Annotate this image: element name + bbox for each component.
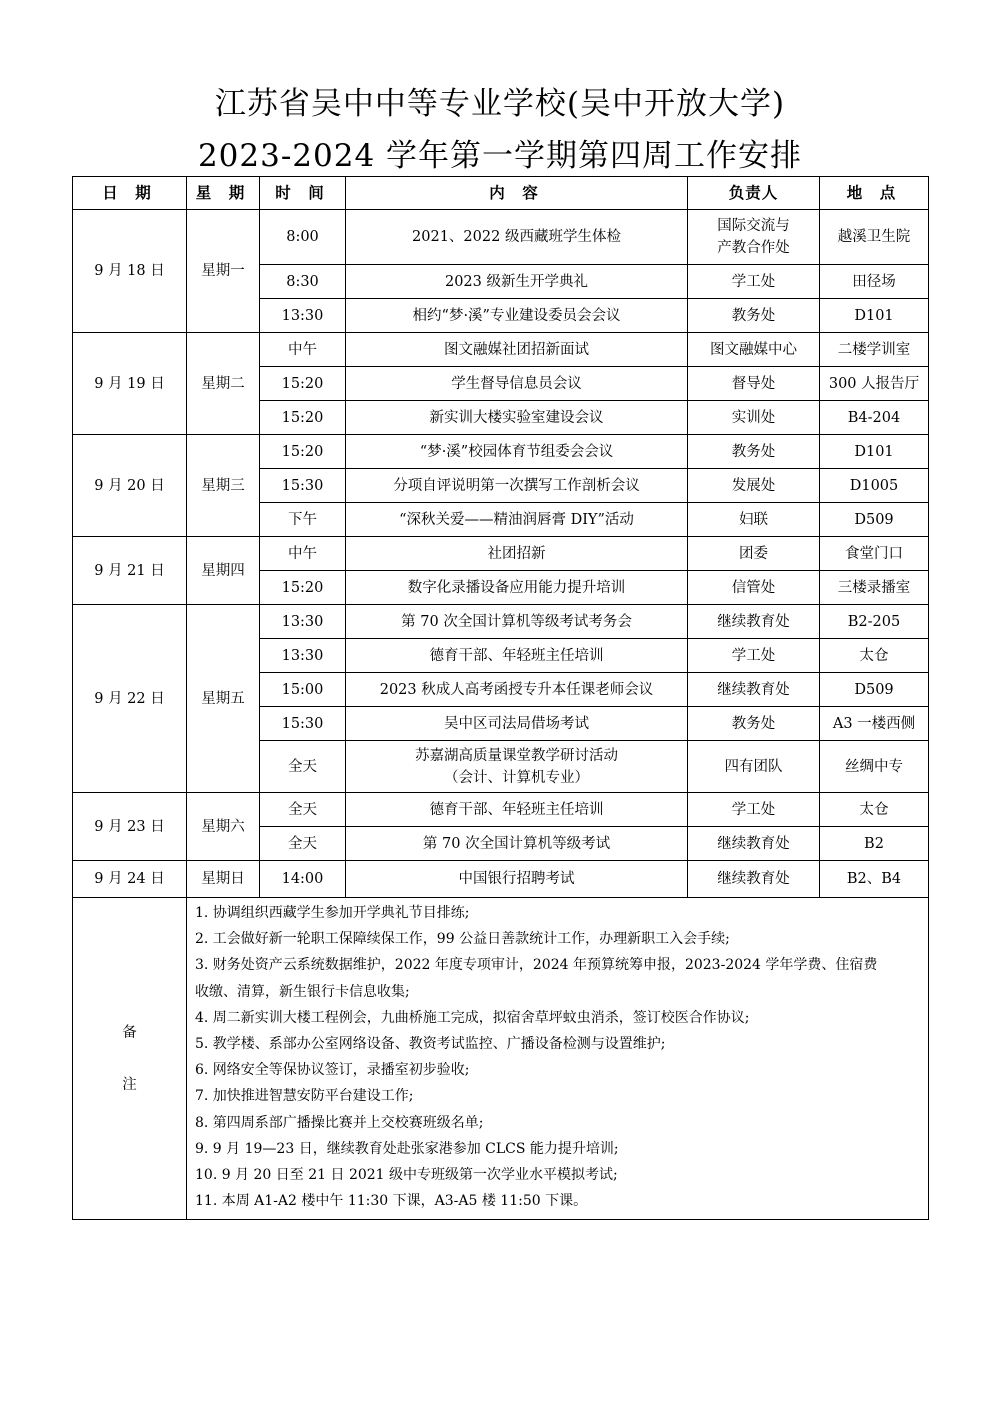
- note-item: 4. 周二新实训大楼工程例会，九曲桥施工完成，拟宿舍草坪蚊虫消杀，签订校医合作协议;: [195, 1009, 750, 1026]
- time-cell: 全天: [260, 741, 346, 793]
- notes-cell: [187, 898, 929, 1220]
- note-item: 1. 协调组织西藏学生参加开学典礼节目排练;: [195, 905, 470, 921]
- note-item: 7. 加快推进智慧安防平台建设工作;: [195, 1088, 414, 1105]
- owner-cell: 四有团队: [688, 741, 820, 793]
- owner-cell: 学工处: [688, 793, 820, 827]
- weekday-cell: 星期二: [187, 333, 260, 435]
- content-cell: 2021、2022 级西藏班学生体检: [346, 210, 688, 265]
- time-cell: 14:00: [260, 861, 346, 898]
- owner-cell: 督导处: [688, 367, 820, 401]
- location-cell: D509: [820, 673, 929, 707]
- time-cell: 13:30: [260, 605, 346, 639]
- location-cell: D509: [820, 503, 929, 537]
- note-item: 10. 9 月 20 日至 21 日 2021 级中专班级第一次学业水平模拟考试;: [195, 1167, 618, 1184]
- table-row: [73, 333, 929, 367]
- owner-cell: 信管处: [688, 571, 820, 605]
- location-cell: A3 一楼西侧: [820, 707, 929, 741]
- table-row: [73, 861, 929, 898]
- owner-cell: 教务处: [688, 299, 820, 333]
- header-content: 内 容: [346, 177, 688, 210]
- content-cell: 2023 级新生开学典礼: [346, 265, 688, 299]
- date-cell: 9 月 24 日: [73, 861, 187, 898]
- weekday-cell: 星期日: [187, 861, 260, 898]
- content-cell: 社团招新: [346, 537, 688, 571]
- table-row: [73, 210, 929, 265]
- content-cell: “梦·溪”校园体育节组委会会议: [346, 435, 688, 469]
- owner-cell: 实训处: [688, 401, 820, 435]
- content-cell: “深秋关爱——精油润唇膏 DIY”活动: [346, 503, 688, 537]
- weekday-cell: 星期五: [187, 605, 260, 793]
- content-cell: [346, 741, 688, 793]
- time-cell: 15:30: [260, 469, 346, 503]
- content-cell: 相约“梦·溪”专业建设委员会会议: [346, 299, 688, 333]
- location-cell: D101: [820, 435, 929, 469]
- owner-cell: [688, 210, 820, 265]
- schedule-table: [72, 176, 929, 1220]
- table-row: [73, 793, 929, 827]
- content-cell: 分项自评说明第一次撰写工作剖析会议: [346, 469, 688, 503]
- location-cell: 丝绸中专: [820, 741, 929, 793]
- location-cell: 越溪卫生院: [820, 210, 929, 265]
- content-cell: 吴中区司法局借场考试: [346, 707, 688, 741]
- time-cell: 15:20: [260, 401, 346, 435]
- location-cell: B2-205: [820, 605, 929, 639]
- content-cell: 数字化录播设备应用能力提升培训: [346, 571, 688, 605]
- owner-cell: 教务处: [688, 707, 820, 741]
- time-cell: 15:30: [260, 707, 346, 741]
- document-subtitle: 2023-2024 学年第一学期第四周工作安排: [197, 138, 803, 174]
- location-cell: B4-204: [820, 401, 929, 435]
- time-cell: 8:30: [260, 265, 346, 299]
- content-cell: 德育干部、年轻班主任培训: [346, 793, 688, 827]
- owner-cell: 继续教育处: [688, 861, 820, 898]
- time-cell: 下午: [260, 503, 346, 537]
- table-row: [73, 435, 929, 469]
- time-cell: 15:20: [260, 571, 346, 605]
- date-cell: 9 月 18 日: [73, 210, 187, 333]
- time-cell: 15:20: [260, 367, 346, 401]
- time-cell: 中午: [260, 333, 346, 367]
- note-item: 收缴、清算，新生银行卡信息收集;: [195, 983, 410, 1000]
- owner-cell: 继续教育处: [688, 673, 820, 707]
- date-cell: 9 月 20 日: [73, 435, 187, 537]
- header-date: 日 期: [73, 177, 187, 210]
- location-cell: 二楼学训室: [820, 333, 929, 367]
- location-cell: 三楼录播室: [820, 571, 929, 605]
- owner-line: 国际交流与: [717, 218, 790, 234]
- owner-cell: 图文融媒中心: [688, 333, 820, 367]
- time-cell: 中午: [260, 537, 346, 571]
- note-item: 9. 9 月 19—23 日，继续教育处赴张家港参加 CLCS 能力提升培训;: [195, 1140, 619, 1157]
- location-cell: D1005: [820, 469, 929, 503]
- content-cell: 学生督导信息员会议: [346, 367, 688, 401]
- note-item: 8. 第四周系部广播操比赛并上交校赛班级名单;: [195, 1114, 484, 1131]
- header-time: 时 间: [260, 177, 346, 210]
- time-cell: 15:00: [260, 673, 346, 707]
- content-line: 苏嘉湖高质量课堂教学研讨活动: [415, 747, 618, 764]
- note-item: 6. 网络安全等保协议签订，录播室初步验收;: [195, 1062, 470, 1079]
- content-cell: 第 70 次全国计算机等级考试: [346, 827, 688, 861]
- owner-cell: 继续教育处: [688, 605, 820, 639]
- location-cell: 食堂门口: [820, 537, 929, 571]
- location-cell: B2: [820, 827, 929, 861]
- date-cell: 9 月 19 日: [73, 333, 187, 435]
- owner-line: 产教合作处: [717, 240, 790, 256]
- location-cell: B2、B4: [820, 861, 929, 898]
- note-item: 5. 教学楼、系部办公室网络设备、教资考试监控、广播设备检测与设置维护;: [195, 1036, 666, 1053]
- location-cell: 田径场: [820, 265, 929, 299]
- content-cell: 中国银行招聘考试: [346, 861, 688, 898]
- header-weekday: 星 期: [187, 177, 260, 210]
- note-item: 2. 工会做好新一轮职工保障续保工作，99 公益日善款统计工作，办理新职工入会手续;: [195, 931, 730, 948]
- owner-cell: 继续教育处: [688, 827, 820, 861]
- time-cell: 全天: [260, 827, 346, 861]
- notes-label-char: 备: [122, 1024, 137, 1041]
- notes-label-cell: [73, 898, 187, 1220]
- content-cell: 德育干部、年轻班主任培训: [346, 639, 688, 673]
- content-cell: 图文融媒社团招新面试: [346, 333, 688, 367]
- notes-row: [73, 898, 929, 1220]
- date-cell: 9 月 21 日: [73, 537, 187, 605]
- weekday-cell: 星期三: [187, 435, 260, 537]
- owner-cell: 学工处: [688, 639, 820, 673]
- content-cell: 新实训大楼实验室建设会议: [346, 401, 688, 435]
- header-row: [73, 177, 929, 210]
- header-owner: 负责人: [688, 177, 820, 210]
- note-item: 3. 财务处资产云系统数据维护，2022 年度专项审计，2024 年预算统筹申报，2023-2024 学年学费、住宿费: [195, 957, 878, 974]
- owner-cell: 团委: [688, 537, 820, 571]
- time-cell: 15:20: [260, 435, 346, 469]
- owner-cell: 学工处: [688, 265, 820, 299]
- owner-cell: 妇联: [688, 503, 820, 537]
- weekday-cell: 星期六: [187, 793, 260, 861]
- date-cell: 9 月 23 日: [73, 793, 187, 861]
- location-cell: 太仓: [820, 639, 929, 673]
- owner-cell: 发展处: [688, 469, 820, 503]
- notes-label-char: 注: [122, 1076, 137, 1093]
- content-cell: 2023 秋成人高考函授专升本任课老师会议: [346, 673, 688, 707]
- time-cell: 8:00: [260, 210, 346, 265]
- weekday-cell: 星期四: [187, 537, 260, 605]
- date-cell: 9 月 22 日: [73, 605, 187, 793]
- content-cell: 第 70 次全国计算机等级考试考务会: [346, 605, 688, 639]
- content-line: （会计、计算机专业）: [444, 769, 589, 786]
- document-title: 江苏省吴中中等专业学校(吴中开放大学): [214, 86, 786, 122]
- location-cell: D101: [820, 299, 929, 333]
- time-cell: 13:30: [260, 639, 346, 673]
- weekday-cell: 星期一: [187, 210, 260, 333]
- table-row: [73, 605, 929, 639]
- time-cell: 全天: [260, 793, 346, 827]
- note-item: 11. 本周 A1-A2 楼中午 11:30 下课，A3-A5 楼 11:50 下课。: [195, 1193, 588, 1210]
- location-cell: 太仓: [820, 793, 929, 827]
- header-location: 地 点: [820, 177, 929, 210]
- time-cell: 13:30: [260, 299, 346, 333]
- location-cell: 300 人报告厅: [820, 367, 929, 401]
- table-row: [73, 537, 929, 571]
- owner-cell: 教务处: [688, 435, 820, 469]
